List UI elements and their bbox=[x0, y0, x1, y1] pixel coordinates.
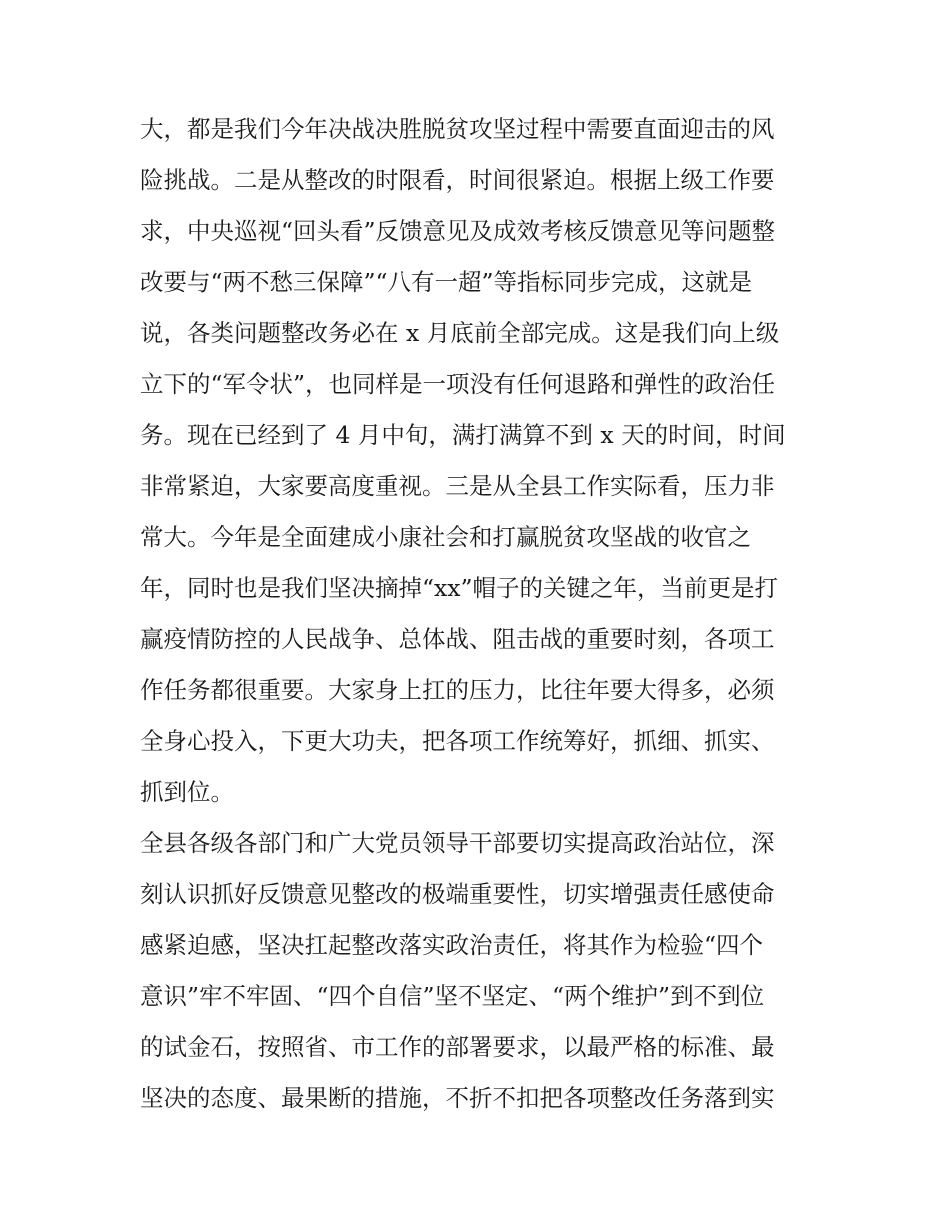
text-line-15: 全县各级各部门和广大党员领导干部要切实提高政治站位，深 bbox=[140, 829, 775, 857]
text-line-1: 大，都是我们今年决战决胜脱贫攻坚过程中需要直面迎击的风 bbox=[140, 115, 775, 143]
text-line-6: 立下的“军令状”，也同样是一项没有任何退路和弹性的政治任 bbox=[140, 370, 776, 398]
text-line-20: 坚决的态度、最果断的措施，不折不扣把各项整改任务落到实 bbox=[140, 1084, 775, 1112]
text-line-5: 说，各类问题整改务必在 x 月底前全部完成。这是我们向上级 bbox=[140, 319, 780, 347]
text-line-13: 全身心投入，下更大功夫，把各项工作统筹好，抓细、抓实、 bbox=[140, 727, 775, 755]
text-line-18: 意识”牢不牢固、“四个自信”坚不坚定、“两个维护”到不到位 bbox=[140, 982, 765, 1010]
text-line-3: 求，中央巡视“回头看”反馈意见及成效考核反馈意见等问题整 bbox=[140, 217, 776, 245]
text-line-10: 年，同时也是我们坚决摘掉“xx”帽子的关键之年，当前更是打 bbox=[140, 574, 779, 602]
text-line-12: 作任务都很重要。大家身上扛的压力，比往年要大得多，必须 bbox=[140, 676, 775, 704]
text-line-8: 非常紧迫，大家要高度重视。三是从全县工作实际看，压力非 bbox=[140, 472, 775, 500]
body-text bbox=[140, 104, 820, 1124]
text-line-19: 的试金石，按照省、市工作的部署要求，以最严格的标准、最 bbox=[140, 1033, 775, 1061]
text-line-17: 感紧迫感，坚决扛起整改落实政治责任，将其作为检验“四个 bbox=[140, 931, 764, 959]
text-line-14: 抓到位。 bbox=[140, 778, 234, 806]
text-line-2: 险挑战。二是从整改的时限看，时间很紧迫。根据上级工作要 bbox=[140, 166, 775, 194]
text-line-11: 赢疫情防控的人民战争、总体战、阻击战的重要时刻，各项工 bbox=[140, 625, 775, 653]
text-line-7: 务。现在已经到了 4 月中旬，满打满算不到 x 天的时间，时间 bbox=[140, 421, 786, 449]
text-line-9: 常大。今年是全面建成小康社会和打赢脱贫攻坚战的收官之 bbox=[140, 523, 751, 551]
text-line-4: 改要与“两不愁三保障”“八有一超”等指标同步完成，这就是 bbox=[140, 268, 753, 296]
text-line-16: 刻认识抓好反馈意见整改的极端重要性，切实增强责任感使命 bbox=[140, 880, 775, 908]
